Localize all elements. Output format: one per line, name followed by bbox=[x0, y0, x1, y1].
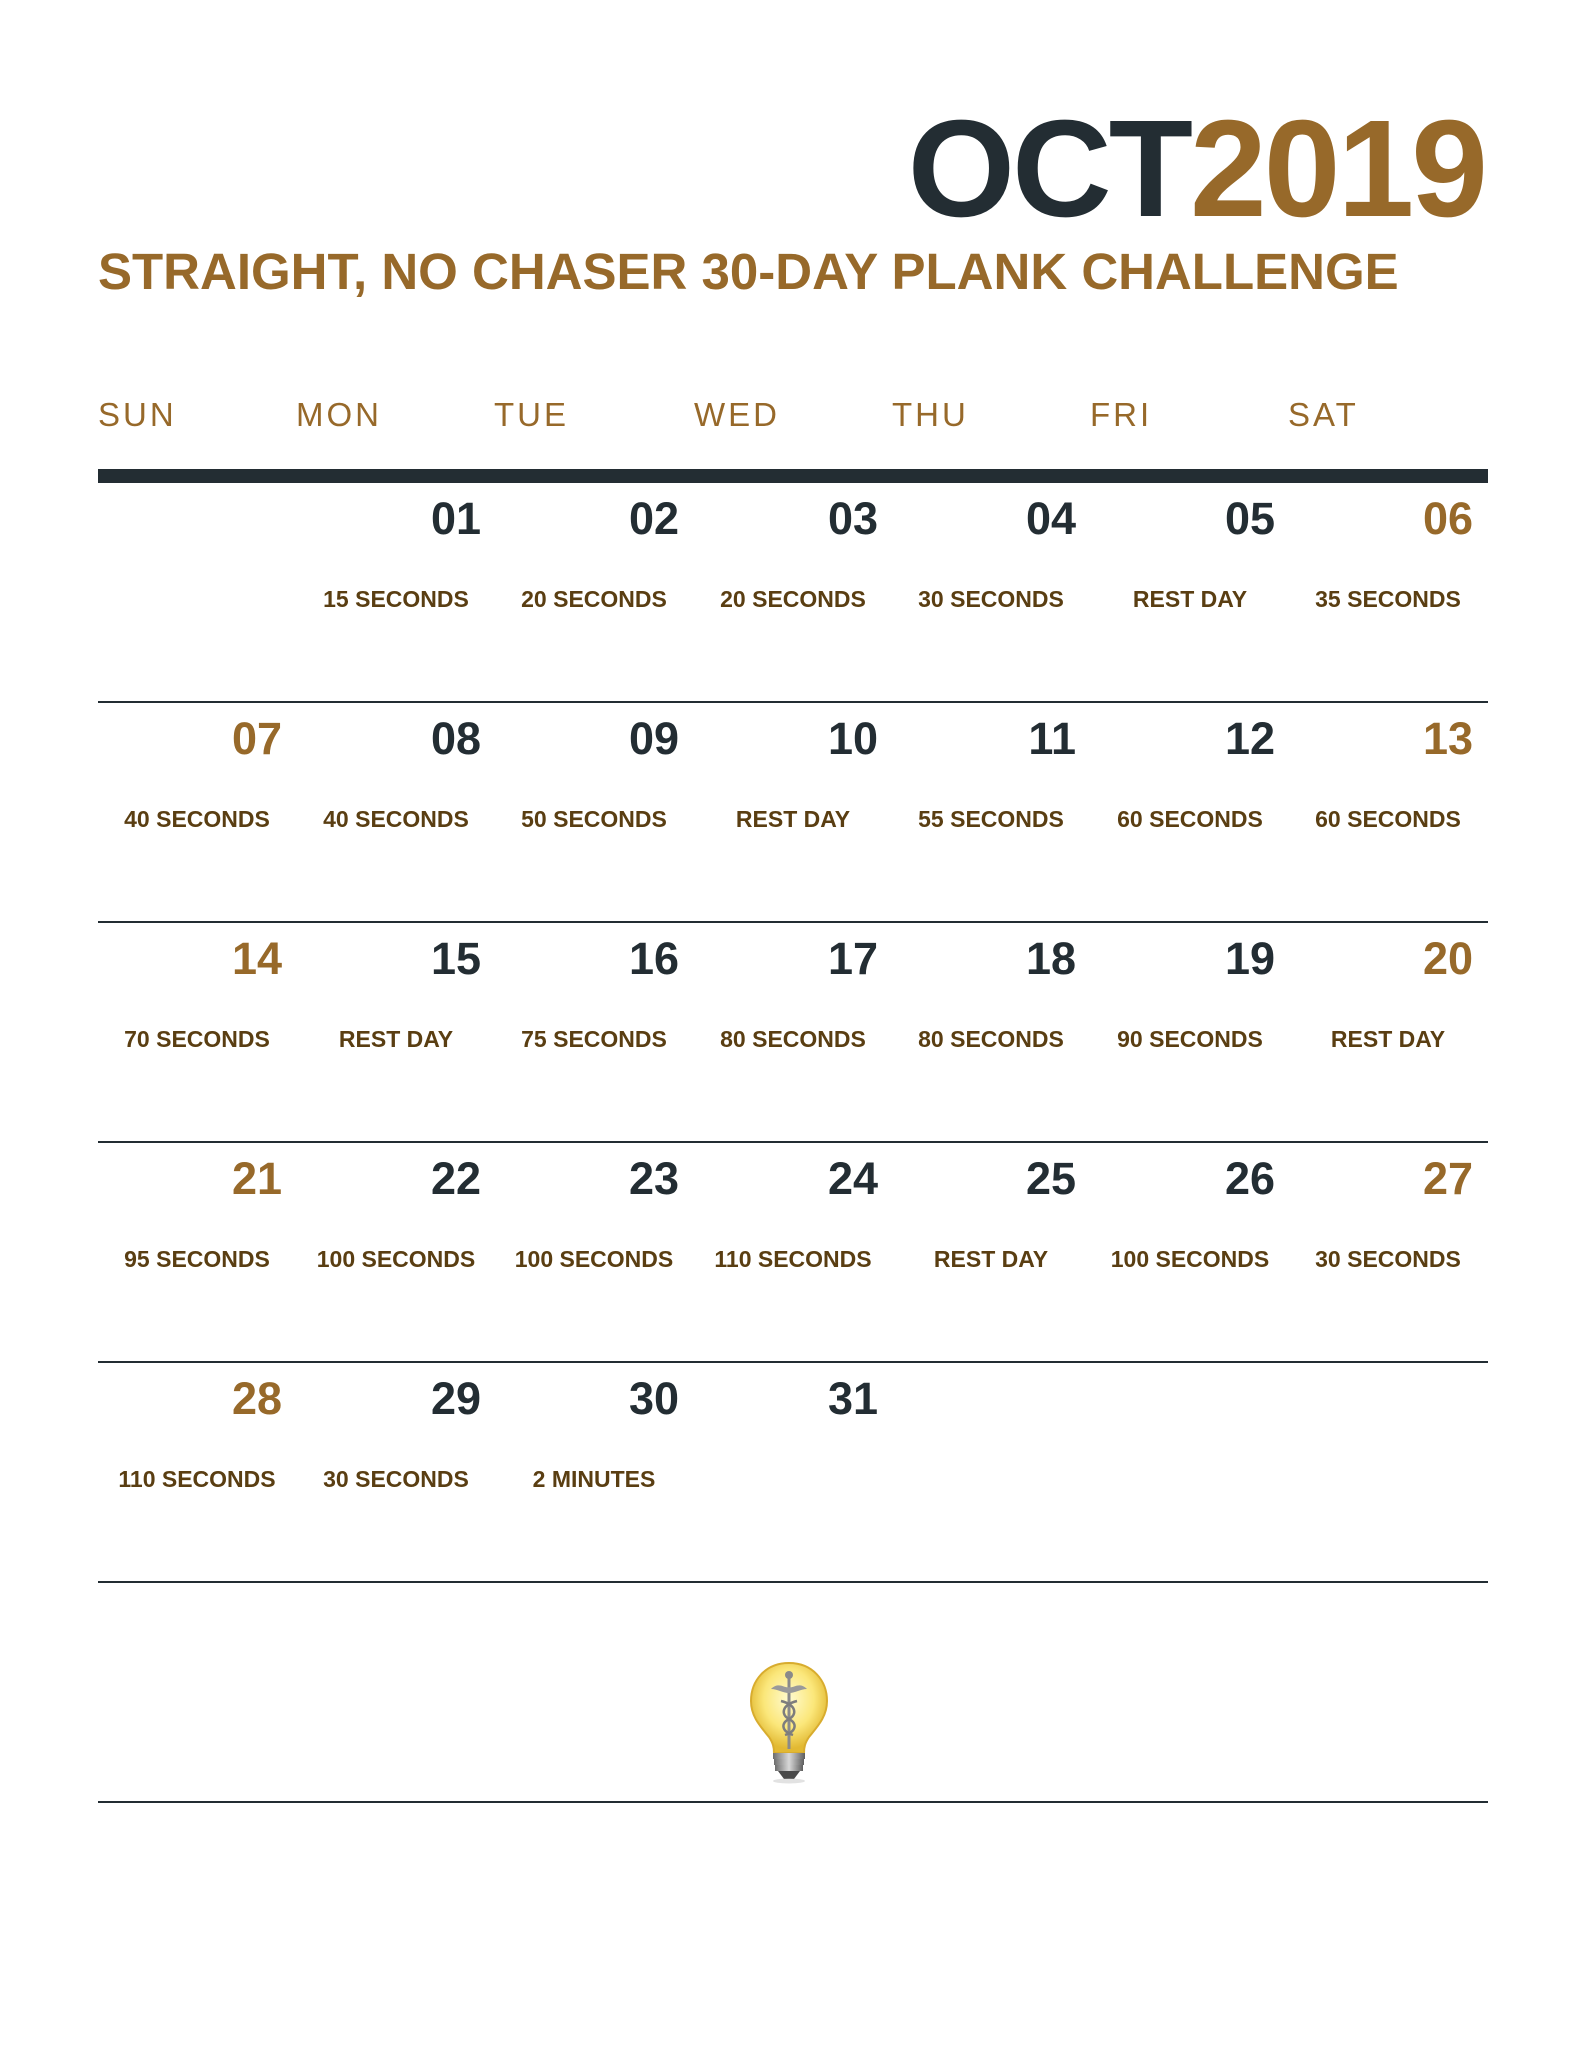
day-cell-03 bbox=[694, 483, 892, 701]
day-cell-22 bbox=[297, 1143, 495, 1361]
footer-area bbox=[98, 1583, 1488, 1803]
plank-duration: REST DAY bbox=[933, 1246, 1049, 1272]
week-row bbox=[98, 483, 1488, 703]
plank-duration: 55 SECONDS bbox=[918, 806, 1064, 832]
plank-duration: 40 SECONDS bbox=[124, 806, 270, 832]
header-divider bbox=[98, 469, 1488, 483]
week-row bbox=[98, 1363, 1488, 1583]
day-cell-10 bbox=[694, 703, 892, 921]
day-number: 19 bbox=[1224, 933, 1275, 984]
weekday-sun: SUN bbox=[98, 396, 177, 433]
plank-duration: 70 SECONDS bbox=[124, 1026, 270, 1052]
title-month: OCT bbox=[907, 92, 1190, 246]
weekday-header bbox=[98, 396, 1488, 440]
day-cell-02 bbox=[495, 483, 693, 701]
plank-duration: 90 SECONDS bbox=[1117, 1026, 1263, 1052]
weekday-sat: SAT bbox=[1288, 396, 1359, 433]
plank-duration: 40 SECONDS bbox=[323, 806, 469, 832]
day-number: 15 bbox=[430, 933, 481, 984]
day-cell-16 bbox=[495, 923, 693, 1141]
day-cell-07 bbox=[98, 703, 296, 921]
day-number: 27 bbox=[1422, 1153, 1473, 1204]
plank-duration: 35 SECONDS bbox=[1315, 586, 1461, 612]
day-cell-09 bbox=[495, 703, 693, 921]
plank-duration: 30 SECONDS bbox=[1315, 1246, 1461, 1272]
empty-day-cell bbox=[98, 483, 296, 701]
empty-day-cell bbox=[1289, 1363, 1487, 1581]
day-number: 17 bbox=[827, 933, 878, 984]
calendar-grid bbox=[98, 483, 1488, 1583]
plank-duration: REST DAY bbox=[338, 1026, 454, 1052]
challenge-subtitle: STRAIGHT, NO CHASER 30-DAY PLANK CHALLENGE bbox=[98, 243, 1399, 300]
plank-duration: 100 SECONDS bbox=[514, 1246, 674, 1272]
day-cell-05 bbox=[1091, 483, 1289, 701]
day-cell-01 bbox=[297, 483, 495, 701]
plank-duration: 100 SECONDS bbox=[316, 1246, 476, 1272]
weekday-mon: MON bbox=[296, 396, 382, 433]
day-cell-17 bbox=[694, 923, 892, 1141]
plank-duration: 30 SECONDS bbox=[918, 586, 1064, 612]
day-cell-29 bbox=[297, 1363, 495, 1581]
day-number: 13 bbox=[1422, 713, 1473, 764]
day-cell-20 bbox=[1289, 923, 1487, 1141]
plank-duration: 2 MINUTES bbox=[532, 1466, 656, 1492]
day-cell-14 bbox=[98, 923, 296, 1141]
day-cell-23 bbox=[495, 1143, 693, 1361]
day-number: 24 bbox=[827, 1153, 878, 1204]
week-row bbox=[98, 923, 1488, 1143]
day-number: 20 bbox=[1422, 933, 1473, 984]
day-number: 04 bbox=[1025, 493, 1076, 544]
plank-duration: 50 SECONDS bbox=[521, 806, 667, 832]
plank-duration: 80 SECONDS bbox=[918, 1026, 1064, 1052]
day-number: 08 bbox=[430, 713, 481, 764]
week-row bbox=[98, 703, 1488, 923]
day-cell-31 bbox=[694, 1363, 892, 1581]
day-number: 12 bbox=[1224, 713, 1275, 764]
day-cell-06 bbox=[1289, 483, 1487, 701]
day-number: 02 bbox=[628, 493, 679, 544]
day-cell-08 bbox=[297, 703, 495, 921]
day-cell-24 bbox=[694, 1143, 892, 1361]
plank-duration: 110 SECONDS bbox=[714, 1246, 872, 1272]
weekday-fri: FRI bbox=[1090, 396, 1153, 433]
day-number: 23 bbox=[628, 1153, 679, 1204]
day-number: 31 bbox=[827, 1373, 878, 1424]
day-cell-26 bbox=[1091, 1143, 1289, 1361]
weekday-tue: TUE bbox=[494, 396, 569, 433]
day-number: 03 bbox=[827, 493, 878, 544]
plank-duration: 95 SECONDS bbox=[124, 1246, 270, 1272]
plank-duration: REST DAY bbox=[1132, 586, 1248, 612]
plank-duration: 60 SECONDS bbox=[1117, 806, 1263, 832]
day-number: 21 bbox=[231, 1153, 282, 1204]
empty-day-cell bbox=[892, 1363, 1090, 1581]
day-number: 01 bbox=[430, 493, 481, 544]
day-number: 28 bbox=[231, 1373, 282, 1424]
plank-duration: 75 SECONDS bbox=[521, 1026, 667, 1052]
plank-duration: REST DAY bbox=[735, 806, 851, 832]
day-cell-28 bbox=[98, 1363, 296, 1581]
plank-duration: 80 SECONDS bbox=[720, 1026, 866, 1052]
day-cell-11 bbox=[892, 703, 1090, 921]
weekday-thu: THU bbox=[892, 396, 969, 433]
plank-duration: 20 SECONDS bbox=[720, 586, 866, 612]
day-number: 11 bbox=[1028, 713, 1076, 764]
day-number: 05 bbox=[1224, 493, 1275, 544]
week-row bbox=[98, 1143, 1488, 1363]
day-number: 18 bbox=[1025, 933, 1076, 984]
day-number: 22 bbox=[430, 1153, 481, 1204]
day-cell-27 bbox=[1289, 1143, 1487, 1361]
day-cell-04 bbox=[892, 483, 1090, 701]
day-number: 26 bbox=[1224, 1153, 1275, 1204]
day-cell-21 bbox=[98, 1143, 296, 1361]
day-cell-19 bbox=[1091, 923, 1289, 1141]
plank-duration: 60 SECONDS bbox=[1315, 806, 1461, 832]
day-number: 29 bbox=[430, 1373, 481, 1424]
day-cell-13 bbox=[1289, 703, 1487, 921]
plank-duration: 110 SECONDS bbox=[118, 1466, 276, 1492]
day-number: 16 bbox=[628, 933, 679, 984]
day-number: 09 bbox=[628, 713, 679, 764]
day-cell-15 bbox=[297, 923, 495, 1141]
plank-duration: 100 SECONDS bbox=[1110, 1246, 1270, 1272]
day-number: 14 bbox=[231, 933, 282, 984]
plank-duration: 15 SECONDS bbox=[323, 586, 469, 612]
day-cell-25 bbox=[892, 1143, 1090, 1361]
plank-duration: 20 SECONDS bbox=[521, 586, 667, 612]
plank-duration: 30 SECONDS bbox=[323, 1466, 469, 1492]
day-number: 07 bbox=[231, 713, 282, 764]
calendar-title bbox=[907, 92, 1485, 246]
day-number: 10 bbox=[827, 713, 878, 764]
day-cell-30 bbox=[495, 1363, 693, 1581]
day-cell-18 bbox=[892, 923, 1090, 1141]
day-number: 06 bbox=[1422, 493, 1473, 544]
empty-day-cell bbox=[1091, 1363, 1289, 1581]
day-cell-12 bbox=[1091, 703, 1289, 921]
lightbulb-caduceus-icon bbox=[747, 1659, 831, 1785]
weekday-wed: WED bbox=[694, 396, 780, 433]
day-number: 30 bbox=[628, 1373, 679, 1424]
day-number: 25 bbox=[1025, 1153, 1076, 1204]
title-year: 2019 bbox=[1190, 92, 1485, 246]
plank-duration: REST DAY bbox=[1330, 1026, 1446, 1052]
